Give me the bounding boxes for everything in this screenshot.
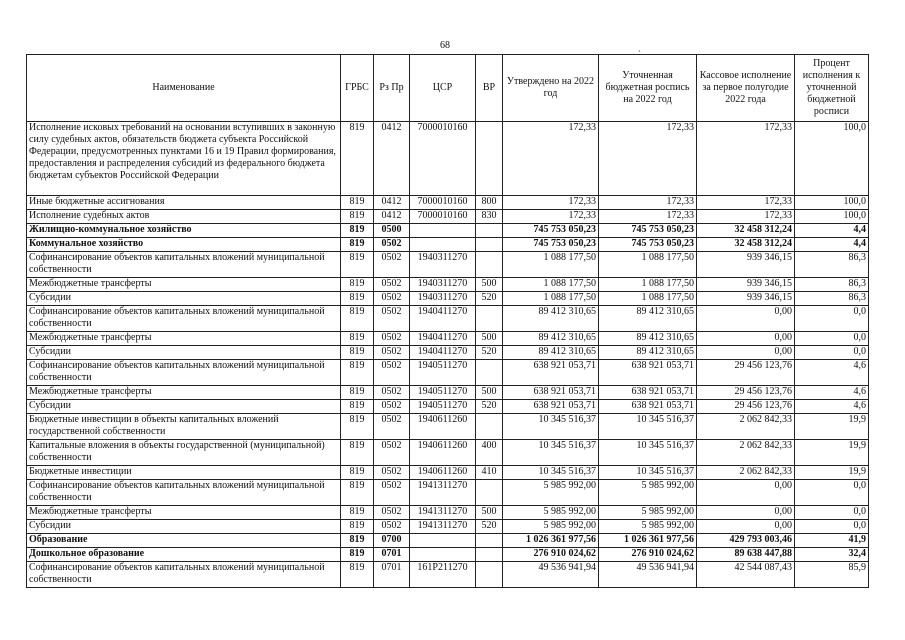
cell-rzpr: 0502 <box>374 386 410 400</box>
table-row <box>27 278 869 292</box>
cell-rzpr: 0502 <box>374 506 410 520</box>
cell-approved: 638 921 053,71 <box>503 360 599 386</box>
cell-percent: 100,0 <box>795 210 869 224</box>
cell-name: Дошкольное образование <box>27 548 341 562</box>
table-row <box>27 238 869 252</box>
cell-csr: 7000010160 <box>410 210 476 224</box>
table-row <box>27 360 869 386</box>
cell-vr <box>476 122 503 196</box>
cell-csr: 1941311270 <box>410 480 476 506</box>
cell-cash: 32 458 312,24 <box>697 238 795 252</box>
cell-cash: 429 793 003,46 <box>697 534 795 548</box>
cell-name: Субсидии <box>27 520 341 534</box>
cell-revised: 89 412 310,65 <box>599 332 697 346</box>
cell-grbs: 819 <box>341 292 374 306</box>
cell-name: Субсидии <box>27 292 341 306</box>
cell-revised: 1 088 177,50 <box>599 252 697 278</box>
cell-approved: 10 345 516,37 <box>503 440 599 466</box>
cell-rzpr: 0502 <box>374 306 410 332</box>
cell-percent: 32,4 <box>795 548 869 562</box>
cell-rzpr: 0502 <box>374 332 410 346</box>
cell-name: Коммунальное хозяйство <box>27 238 341 252</box>
cell-rzpr: 0412 <box>374 122 410 196</box>
cell-approved: 638 921 053,71 <box>503 400 599 414</box>
cell-grbs: 819 <box>341 480 374 506</box>
cell-grbs: 819 <box>341 386 374 400</box>
cell-vr <box>476 480 503 506</box>
cell-vr: 500 <box>476 386 503 400</box>
cell-csr <box>410 534 476 548</box>
cell-revised: 745 753 050,23 <box>599 224 697 238</box>
cell-approved: 10 345 516,37 <box>503 466 599 480</box>
table-row <box>27 210 869 224</box>
cell-rzpr: 0502 <box>374 466 410 480</box>
cell-cash: 0,00 <box>697 332 795 346</box>
cell-rzpr: 0500 <box>374 224 410 238</box>
cell-csr: 1940411270 <box>410 332 476 346</box>
cell-cash: 32 458 312,24 <box>697 224 795 238</box>
cell-grbs: 819 <box>341 562 374 588</box>
cell-approved: 1 088 177,50 <box>503 292 599 306</box>
cell-vr: 520 <box>476 292 503 306</box>
col-header-csr: ЦСР <box>410 55 476 122</box>
cell-approved: 1 088 177,50 <box>503 278 599 292</box>
cell-percent: 86,3 <box>795 252 869 278</box>
cell-name: Межбюджетные трансферты <box>27 278 341 292</box>
cell-vr <box>476 306 503 332</box>
cell-csr <box>410 238 476 252</box>
col-header-vr: ВР <box>476 55 503 122</box>
cell-grbs: 819 <box>341 306 374 332</box>
cell-name: Субсидии <box>27 346 341 360</box>
cell-cash: 2 062 842,33 <box>697 440 795 466</box>
cell-approved: 89 412 310,65 <box>503 346 599 360</box>
cell-csr: 1940511270 <box>410 386 476 400</box>
cell-cash: 939 346,15 <box>697 292 795 306</box>
stray-mark: ` <box>638 49 641 59</box>
cell-approved: 172,33 <box>503 196 599 210</box>
cell-cash: 42 544 087,43 <box>697 562 795 588</box>
cell-cash: 172,33 <box>697 196 795 210</box>
cell-csr: 7000010160 <box>410 196 476 210</box>
cell-revised: 638 921 053,71 <box>599 386 697 400</box>
cell-rzpr: 0502 <box>374 414 410 440</box>
table-row <box>27 534 869 548</box>
cell-csr <box>410 224 476 238</box>
cell-percent: 100,0 <box>795 196 869 210</box>
cell-name: Капитальные вложения в объекты государственной (муниципальной) собственности <box>27 440 341 466</box>
cell-rzpr: 0502 <box>374 292 410 306</box>
cell-cash: 2 062 842,33 <box>697 414 795 440</box>
cell-vr: 500 <box>476 506 503 520</box>
table-row <box>27 506 869 520</box>
cell-revised: 5 985 992,00 <box>599 520 697 534</box>
cell-grbs: 819 <box>341 440 374 466</box>
table-row <box>27 440 869 466</box>
budget-execution-table <box>26 54 869 588</box>
cell-name: Софинансирование объектов капитальных вложений муниципальной собственности <box>27 562 341 588</box>
cell-vr: 520 <box>476 346 503 360</box>
cell-vr <box>476 252 503 278</box>
table-row <box>27 466 869 480</box>
cell-percent: 0,0 <box>795 332 869 346</box>
cell-rzpr: 0502 <box>374 480 410 506</box>
cell-cash: 939 346,15 <box>697 252 795 278</box>
col-header-name: Наименование <box>27 55 341 122</box>
cell-rzpr: 0502 <box>374 346 410 360</box>
cell-cash: 29 456 123,76 <box>697 360 795 386</box>
cell-name: Исполнение исковых требований на основании вступивших в законную силу судебных актов, обязательств бюджета субъекта Российской Федерации, предусмотренных пунктами 16 и 19 Правил формирования, предоставления и распределения субсидий из федерального бюджета бюджетам субъектов Российской Федерации <box>27 122 341 196</box>
cell-csr: 1940311270 <box>410 252 476 278</box>
cell-percent: 0,0 <box>795 480 869 506</box>
col-header-rzpr: Рз Пр <box>374 55 410 122</box>
table-row <box>27 122 869 196</box>
cell-csr: 1940511270 <box>410 400 476 414</box>
cell-grbs: 819 <box>341 466 374 480</box>
cell-grbs: 819 <box>341 548 374 562</box>
cell-percent: 86,3 <box>795 292 869 306</box>
cell-percent: 4,6 <box>795 386 869 400</box>
cell-percent: 85,9 <box>795 562 869 588</box>
cell-name: Жилищно-коммунальное хозяйство <box>27 224 341 238</box>
cell-cash: 0,00 <box>697 480 795 506</box>
cell-name: Софинансирование объектов капитальных вложений муниципальной собственности <box>27 306 341 332</box>
cell-grbs: 819 <box>341 400 374 414</box>
cell-vr <box>476 548 503 562</box>
cell-name: Бюджетные инвестиции <box>27 466 341 480</box>
cell-cash: 939 346,15 <box>697 278 795 292</box>
cell-revised: 1 088 177,50 <box>599 278 697 292</box>
cell-grbs: 819 <box>341 414 374 440</box>
cell-name: Межбюджетные трансферты <box>27 506 341 520</box>
cell-csr: 1941311270 <box>410 506 476 520</box>
cell-revised: 638 921 053,71 <box>599 400 697 414</box>
cell-rzpr: 0412 <box>374 196 410 210</box>
cell-revised: 1 026 361 977,56 <box>599 534 697 548</box>
cell-vr <box>476 238 503 252</box>
cell-name: Субсидии <box>27 400 341 414</box>
cell-cash: 172,33 <box>697 122 795 196</box>
cell-approved: 49 536 941,94 <box>503 562 599 588</box>
col-header-revised: Уточненная бюджетная роспись на 2022 год <box>599 55 697 122</box>
cell-percent: 19,9 <box>795 414 869 440</box>
cell-name: Исполнение судебных актов <box>27 210 341 224</box>
cell-cash: 0,00 <box>697 346 795 360</box>
col-header-approved: Утверждено на 2022 год <box>503 55 599 122</box>
cell-csr: 161Р211270 <box>410 562 476 588</box>
cell-percent: 19,9 <box>795 466 869 480</box>
cell-approved: 1 026 361 977,56 <box>503 534 599 548</box>
cell-name: Межбюджетные трансферты <box>27 386 341 400</box>
table-row <box>27 306 869 332</box>
cell-grbs: 819 <box>341 346 374 360</box>
cell-rzpr: 0701 <box>374 562 410 588</box>
col-header-grbs: ГРБС <box>341 55 374 122</box>
cell-percent: 0,0 <box>795 506 869 520</box>
cell-csr: 1941311270 <box>410 520 476 534</box>
table-row <box>27 414 869 440</box>
cell-grbs: 819 <box>341 224 374 238</box>
col-header-cash: Кассовое исполнение за первое полугодие 2022 года <box>697 55 795 122</box>
cell-percent: 4,6 <box>795 400 869 414</box>
cell-grbs: 819 <box>341 506 374 520</box>
cell-vr: 500 <box>476 278 503 292</box>
cell-revised: 745 753 050,23 <box>599 238 697 252</box>
cell-vr: 800 <box>476 196 503 210</box>
cell-approved: 638 921 053,71 <box>503 386 599 400</box>
cell-grbs: 819 <box>341 534 374 548</box>
cell-cash: 172,33 <box>697 210 795 224</box>
cell-vr: 520 <box>476 400 503 414</box>
cell-rzpr: 0502 <box>374 400 410 414</box>
table-row <box>27 224 869 238</box>
cell-csr: 1940311270 <box>410 278 476 292</box>
cell-revised: 638 921 053,71 <box>599 360 697 386</box>
cell-name: Софинансирование объектов капитальных вложений муниципальной собственности <box>27 480 341 506</box>
cell-cash: 0,00 <box>697 520 795 534</box>
table-row <box>27 548 869 562</box>
cell-revised: 172,33 <box>599 122 697 196</box>
cell-csr: 7000010160 <box>410 122 476 196</box>
cell-name: Иные бюджетные ассигнования <box>27 196 341 210</box>
cell-vr: 410 <box>476 466 503 480</box>
cell-csr: 1940411270 <box>410 346 476 360</box>
cell-csr: 1940611260 <box>410 440 476 466</box>
cell-revised: 276 910 024,62 <box>599 548 697 562</box>
cell-percent: 19,9 <box>795 440 869 466</box>
cell-vr <box>476 534 503 548</box>
header-row <box>27 55 869 122</box>
cell-name: Межбюджетные трансферты <box>27 332 341 346</box>
cell-name: Софинансирование объектов капитальных вложений муниципальной собственности <box>27 252 341 278</box>
cell-percent: 0,0 <box>795 346 869 360</box>
cell-approved: 1 088 177,50 <box>503 252 599 278</box>
cell-vr: 400 <box>476 440 503 466</box>
cell-rzpr: 0502 <box>374 278 410 292</box>
cell-revised: 89 412 310,65 <box>599 346 697 360</box>
cell-cash: 0,00 <box>697 306 795 332</box>
cell-vr <box>476 562 503 588</box>
cell-revised: 10 345 516,37 <box>599 440 697 466</box>
table-row <box>27 346 869 360</box>
cell-approved: 172,33 <box>503 210 599 224</box>
cell-revised: 5 985 992,00 <box>599 480 697 506</box>
cell-vr <box>476 360 503 386</box>
cell-cash: 29 456 123,76 <box>697 386 795 400</box>
cell-percent: 0,0 <box>795 306 869 332</box>
cell-name: Бюджетные инвестиции в объекты капитальных вложений государственной собственности <box>27 414 341 440</box>
cell-approved: 5 985 992,00 <box>503 480 599 506</box>
cell-vr: 500 <box>476 332 503 346</box>
cell-rzpr: 0502 <box>374 238 410 252</box>
cell-percent: 0,0 <box>795 520 869 534</box>
cell-cash: 89 638 447,88 <box>697 548 795 562</box>
cell-approved: 10 345 516,37 <box>503 414 599 440</box>
cell-csr: 1940611260 <box>410 414 476 440</box>
cell-percent: 86,3 <box>795 278 869 292</box>
cell-approved: 172,33 <box>503 122 599 196</box>
cell-grbs: 819 <box>341 210 374 224</box>
cell-revised: 172,33 <box>599 210 697 224</box>
cell-percent: 100,0 <box>795 122 869 196</box>
cell-rzpr: 0701 <box>374 548 410 562</box>
cell-rzpr: 0502 <box>374 360 410 386</box>
cell-approved: 5 985 992,00 <box>503 506 599 520</box>
cell-csr: 1940411270 <box>410 306 476 332</box>
cell-approved: 89 412 310,65 <box>503 332 599 346</box>
cell-name: Образование <box>27 534 341 548</box>
table-row <box>27 386 869 400</box>
cell-approved: 745 753 050,23 <box>503 238 599 252</box>
cell-grbs: 819 <box>341 238 374 252</box>
table-row <box>27 480 869 506</box>
table-row <box>27 520 869 534</box>
cell-vr: 520 <box>476 520 503 534</box>
cell-grbs: 819 <box>341 196 374 210</box>
table-row <box>27 400 869 414</box>
table-row <box>27 292 869 306</box>
cell-grbs: 819 <box>341 278 374 292</box>
cell-revised: 172,33 <box>599 196 697 210</box>
cell-vr <box>476 224 503 238</box>
cell-approved: 5 985 992,00 <box>503 520 599 534</box>
cell-cash: 0,00 <box>697 506 795 520</box>
cell-csr: 1940611260 <box>410 466 476 480</box>
cell-percent: 41,9 <box>795 534 869 548</box>
cell-revised: 5 985 992,00 <box>599 506 697 520</box>
cell-approved: 89 412 310,65 <box>503 306 599 332</box>
cell-rzpr: 0502 <box>374 440 410 466</box>
cell-vr: 830 <box>476 210 503 224</box>
cell-grbs: 819 <box>341 332 374 346</box>
cell-revised: 1 088 177,50 <box>599 292 697 306</box>
cell-vr <box>476 414 503 440</box>
cell-percent: 4,4 <box>795 238 869 252</box>
cell-name: Софинансирование объектов капитальных вложений муниципальной собственности <box>27 360 341 386</box>
cell-rzpr: 0502 <box>374 520 410 534</box>
cell-percent: 4,6 <box>795 360 869 386</box>
cell-rzpr: 0700 <box>374 534 410 548</box>
table-row <box>27 332 869 346</box>
col-header-percent: Процент исполнения к уточненной бюджетной росписи <box>795 55 869 122</box>
table-row <box>27 562 869 588</box>
cell-grbs: 819 <box>341 122 374 196</box>
cell-grbs: 819 <box>341 520 374 534</box>
cell-grbs: 819 <box>341 360 374 386</box>
cell-csr: 1940311270 <box>410 292 476 306</box>
cell-csr: 1940511270 <box>410 360 476 386</box>
cell-rzpr: 0412 <box>374 210 410 224</box>
cell-csr <box>410 548 476 562</box>
cell-approved: 745 753 050,23 <box>503 224 599 238</box>
cell-percent: 4,4 <box>795 224 869 238</box>
cell-approved: 276 910 024,62 <box>503 548 599 562</box>
cell-rzpr: 0502 <box>374 252 410 278</box>
table-row <box>27 196 869 210</box>
cell-revised: 89 412 310,65 <box>599 306 697 332</box>
cell-cash: 2 062 842,33 <box>697 466 795 480</box>
cell-revised: 49 536 941,94 <box>599 562 697 588</box>
cell-revised: 10 345 516,37 <box>599 414 697 440</box>
page-number: 68 <box>440 40 450 51</box>
cell-grbs: 819 <box>341 252 374 278</box>
table-row <box>27 252 869 278</box>
cell-revised: 10 345 516,37 <box>599 466 697 480</box>
cell-cash: 29 456 123,76 <box>697 400 795 414</box>
